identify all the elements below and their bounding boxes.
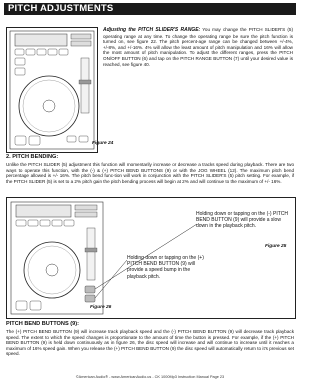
figure-25-note: Holding down or tapping on the (-) PITCH BEND BUTTON (9) will provide a slow down in the playback pitch. [196,211,288,230]
slider-paragraph [103,27,293,67]
section-header [4,3,296,15]
cd-player-illustration [7,28,97,152]
buttons-body: The (+) PITCH BEND BUTTON (9) will increase track playback speed and the (-) PITCH BEND BUTTON (9) will decrease track playback speed. The extent to which the speed changes is proportionate to the amount of time the button is pressed. For example, if the (+) PITCH BEND BUTTON (9) is held down continuously as in figure 26, the disc speed will increase and will continue to increase until it reaches a maximum of 16% speed gain. When you release the (+) PITCH BEND BUTTON (9) the disc speed will automatically return to it's previous set speed. [6,329,294,357]
figure-25-caption: Figure 25 [265,244,287,249]
figure-24-caption: Figure 24 [92,141,114,146]
figure-24-frame [6,27,98,153]
page-footer: ©American Audio® - www.AmericanAudio.us - CK 1000Mp3 Instruction Manual Page 23 [75,375,225,379]
figure-26-note: Holding down or tapping on the (+) PITCH BEND BUTTON (9) will provide a speed bump in the playback pitch. [127,255,204,280]
buttons-heading: PITCH BEND BUTTONS (9): [6,321,79,327]
slider-body: You may change the PITCH SLIDER'S (5) operating range at any time. To change the operating range be sure the pitch function is turned on, see figure 22. The pitch percent-age range can be changed between +/-4%, +/-8%, and +/-16%. 4% will allow the least amount of pitch manipulation and 16% will allow the most amount of pitch manipulation. To adjust the different ranges, press the PITCH ON/OFF BUTTON (6) and tap on the PITCH RANGE BUTTON (7) until your desired value is reached, see figure 40. [103,27,293,67]
figure-26-caption: Figure 26 [90,305,112,310]
slider-heading: Adjusting the PITCH SLIDER'S RANGE: [103,27,201,33]
bending-body: Unlike the PITCH SLIDER (5) adjustment this function will momentarily increase or decrease a tracks speed during playback. There are two ways to operate this function, with the (-) & (+) PITCH BEND BUTTONS (9) or with the JOG WHEEL (12). The maximum pitch bend percentage allowed is +/- 16%. The pitch bend func-tion will work in conjunction with the PITCH SLIDER'S (5) pitch setting. For example, if the PITCH SLIDER (5) is set to a 2% pitch gain the pitch bending process will begin at 2% and will continue to the maximum of +/- 16%. [6,162,294,184]
page-title: PITCH ADJUSTMENTS [8,3,114,14]
bending-heading: 2. PITCH BENDING: [6,154,59,160]
